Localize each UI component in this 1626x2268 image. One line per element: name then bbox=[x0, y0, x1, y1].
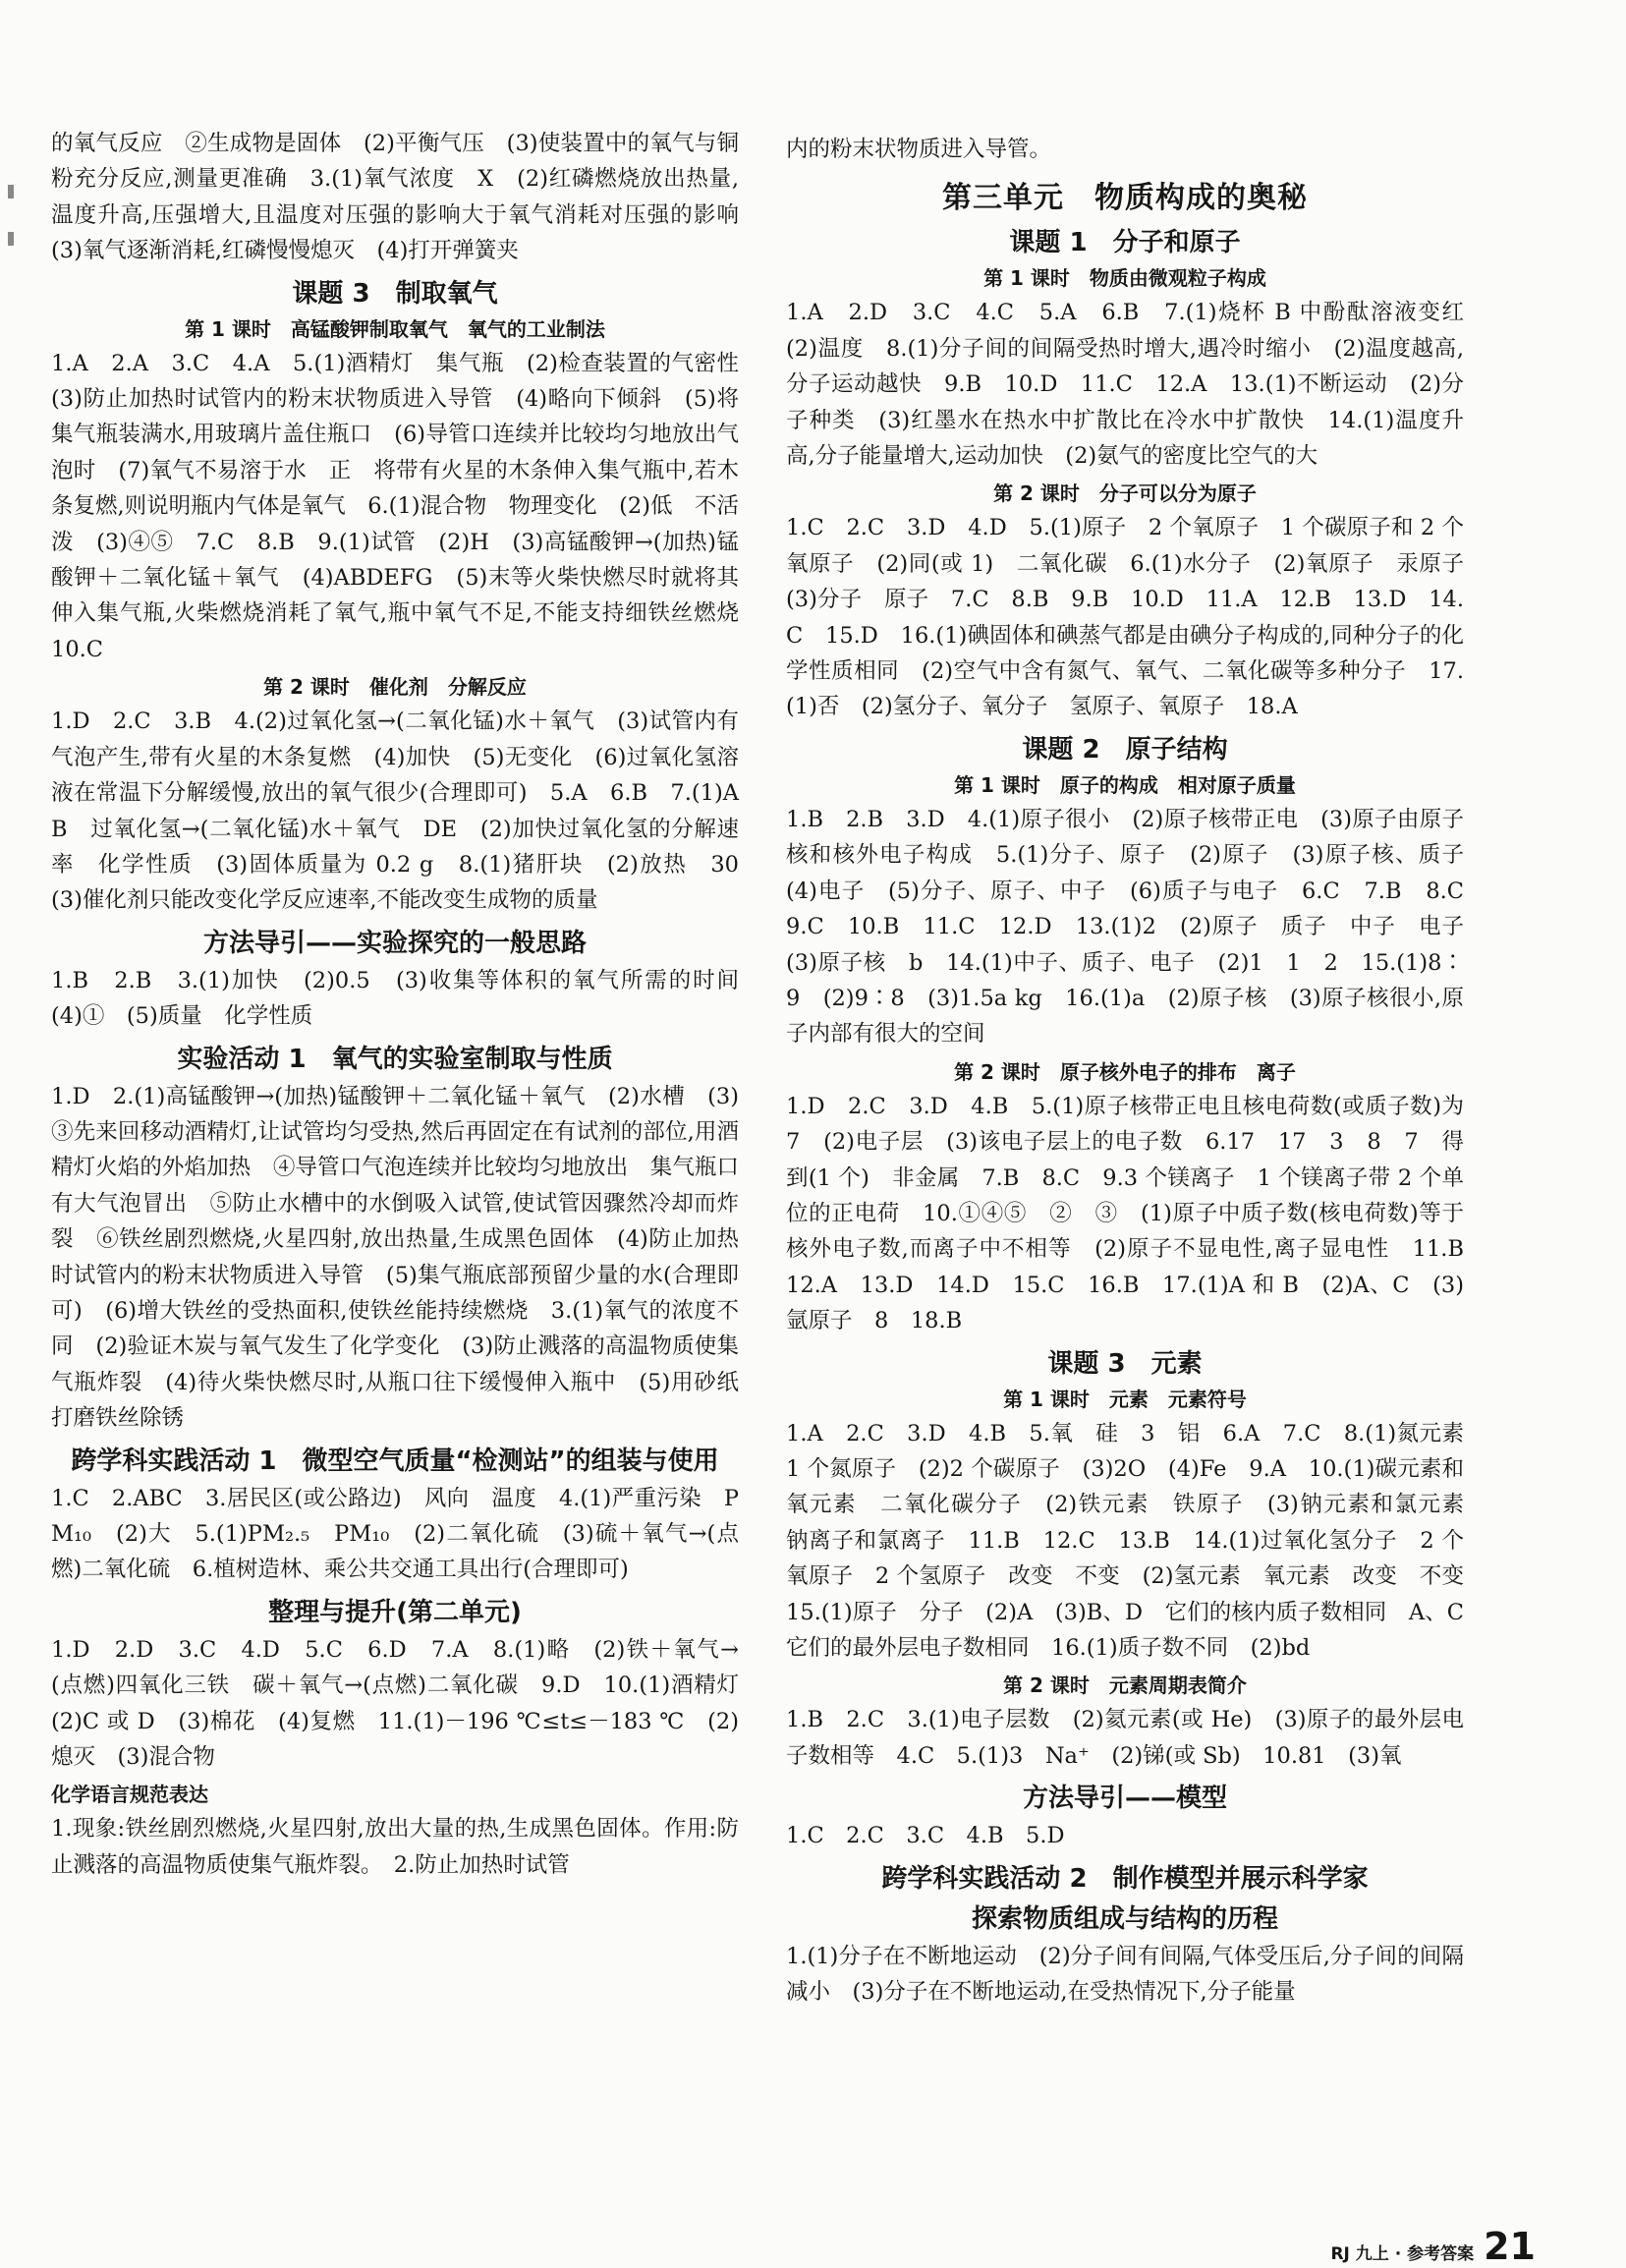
section-heading: 第 1 课时 原子的构成 相对原子质量 bbox=[954, 772, 1296, 797]
section-heading: 第 2 课时 原子核外电子的排布 离子 bbox=[954, 1059, 1296, 1084]
section-heading: 方法导引——模型 bbox=[1022, 1784, 1227, 1814]
answer-paragraph: 1.A 2.A 3.C 4.A 5.(1)酒精灯 集气瓶 (2)检查装置的气密性 (3)防止加热时试管内的粉末状物质进入导管 (4)略向下倾斜 (5)将集气瓶装满水,用玻璃片盖住瓶口 (6)导管口连续并比较均匀地放出气泡时 (7)氧气不易溶于水 正 将带有火星的木条伸入集气瓶中,若木条复燃,则说明瓶内气体是氧气 6.(1)混合物 物理变化 (2)低 不活泼 (3)④⑤ 7.C 8.B 9.(1)试管 (2)H (3)高锰酸钾→(加热)锰酸钾＋二氧化锰＋氧气 (4)ABDEFG (5)末等火柴快燃尽时就将其伸入集气瓶,火柴燃烧消耗了氧气,瓶中氧气不足,不能支持细铁丝燃烧 10.C bbox=[51, 350, 761, 662]
answer-paragraph: 1.D 2.C 3.B 4.(2)过氧化氢→(二氧化锰)水＋氧气 (3)试管内有气泡产生,带有火星的木条复燃 (4)加快 (5)无变化 (6)过氧化氢溶液在常温下分解缓慢,放出的氧气很少(合理即可) 5.A 6.B 7.(1)AB 过氧化氢→(二氧化锰)水＋氧气 DE (2)加快过氧化氢的分解速率 化学性质 (3)固体质量为 0.2 g 8.(1)猪肝块 (2)放热 30 (3)催化剂只能改变化学反应速率,不能改变生成物的质量 bbox=[51, 709, 761, 914]
answer-paragraph: 的氧气反应 ②生成物是固体 (2)平衡气压 (3)使装置中的氧气与铜粉充分反应,测量更准确 3.(1)氧气浓度 X (2)红磷燃烧放出热量,温度升高,压强增大,且温度对压强的影响大于氧气消耗对压强的影响 (3)氧气逐渐消耗,红磷慢慢熄灭 (4)打开弹簧夹 bbox=[51, 131, 761, 264]
answer-paragraph: 1.(1)分子在不断地运动 (2)分子间有间隔,气体受压后,分子间的间隔减小 (3)分子在不断地运动,在受热情况下,分子能量 bbox=[786, 1943, 1464, 2006]
section-heading: 课题 1 分子和原子 bbox=[1009, 228, 1241, 258]
section-heading: 第 2 课时 催化剂 分解反应 bbox=[263, 675, 527, 700]
answer-paragraph: 1.A 2.D 3.C 4.C 5.A 6.B 7.(1)烧杯 B 中酚酞溶液变红 (2)温度 8.(1)分子间的间隔受热时增大,遇冷时缩小 (2)温度越高,分子运动越快 9.B 10.D 11.C 12.A 13.(1)不断运动 (2)分子种类 (3)红墨水在热水中扩散比在冷水中扩散快 14.(1)温度升高,分子能量增大,运动加快 (2)氨气的密度比空气的大 bbox=[786, 300, 1486, 470]
section-heading: 第 2 课时 分子可以分为原子 bbox=[993, 482, 1257, 506]
section-heading: 课题 3 制取氧气 bbox=[292, 278, 498, 309]
section-heading: 方法导引——实验探究的一般思路 bbox=[202, 928, 587, 958]
answer-paragraph: 1.A 2.C 3.D 4.B 5.氧 硅 3 铝 6.A 7.C 8.(1)氮元素 1 个氮原子 (2)2 个碳原子 (3)2O (4)Fe 9.A 10.(1)碳元素和氧元素 二氧化碳分子 (2)铁元素 铁原子 (3)钠元素和氯元素 钠离子和氯离子 11.B 12.C 13.B 14.(1)过氧化氢分子 2 个氧原子 2 个氢原子 改变 不变 (2)氢元素 氧元素 改变 不变 15.(1)原子 分子 (2)A (3)B、D 它们的核内质子数相同 A、C 它们的最外层电子数相同 16.(1)质子数不同 (2)bd bbox=[786, 1420, 1486, 1661]
answer-paragraph: 1.现象:铁丝剧烈燃烧,火星四射,放出大量的热,生成黑色固体。作用:防止溅落的高温物质使集气瓶炸裂。 2.防止加热时试管 bbox=[51, 1816, 739, 1878]
section-heading: 课题 2 原子结构 bbox=[1022, 734, 1228, 765]
section-heading: 第 2 课时 元素周期表简介 bbox=[1003, 1673, 1247, 1698]
section-heading: 课题 3 元素 bbox=[1047, 1348, 1203, 1379]
answer-paragraph: 1.D 2.C 3.D 4.B 5.(1)原子核带正电且核电荷数(或质子数)为 7 (2)电子层 (3)该电子层上的电子数 6.17 17 3 8 7 得到(1 个) 非金属 7.B 8.C 9.3 个镁离子 1 个镁离子带 2 个单位的正电荷 10.①④⑤ ② ③ (1)原子中质子数(核电荷数)等于核外电子数,而离子中不相等 (2)原子不显电性,离子显电性 11.B 12.A 13.D 14.D 15.C 16.B 17.(1)A 和 B (2)A、C (3)氩原子 8 18.B bbox=[786, 1093, 1486, 1334]
answer-paragraph: 1.B 2.B 3.(1)加快 (2)0.5 (3)收集等体积的氧气所需的时间 (4)① (5)质量 化学性质 bbox=[51, 967, 761, 1030]
section-heading: 探索物质组成与结构的历程 bbox=[971, 1903, 1278, 1934]
edge-mark bbox=[8, 232, 14, 246]
left-column bbox=[51, 126, 761, 1883]
section-heading: 第 1 课时 元素 元素符号 bbox=[1003, 1387, 1247, 1411]
footer-label: RJ 九上 · 参考答案 bbox=[1330, 2244, 1475, 2264]
section-heading: 实验活动 1 氧气的实验室制取与性质 bbox=[177, 1044, 613, 1074]
answer-paragraph: 1.D 2.(1)高锰酸钾→(加热)锰酸钾＋二氧化锰＋氧气 (2)水槽 (3)③先来回移动酒精灯,让试管均匀受热,然后再固定在有试剂的部位,用酒精灯火焰的外焰加热 ④导管口气泡连续并比较均匀地放出 集气瓶口有大气泡冒出 ⑤防止水槽中的水倒吸入试管,使试管因骤然冷却而炸裂 ⑥铁丝剧烈燃烧,火星四射,放出热量,生成黑色固体 (4)防止加热时试管内的粉末状物质进入导管 (5)集气瓶底部预留少量的水(合理即可) (6)增大铁丝的受热面积,使铁丝能持续燃烧 3.(1)氧气的浓度不同 (2)验证木炭与氧气发生了化学变化 (3)防止溅落的高温物质使集气瓶炸裂 (4)待火柴快燃尽时,从瓶口往下缓慢伸入瓶中 (5)用砂纸打磨铁丝除锈 bbox=[51, 1083, 739, 1432]
section-heading: 跨学科实践活动 1 微型空气质量“检测站”的组装与使用 bbox=[71, 1446, 719, 1476]
edge-mark bbox=[8, 185, 14, 198]
page-number: 21 bbox=[1484, 2225, 1536, 2268]
section-heading: 跨学科实践活动 2 制作模型并展示科学家 bbox=[881, 1863, 1369, 1894]
answer-paragraph: 1.C 2.C 3.C 4.B 5.D bbox=[786, 1823, 1065, 1849]
answer-paragraph: 1.C 2.ABC 3.居民区(或公路边) 风向 温度 4.(1)严重污染 PM₁₀ (2)大 5.(1)PM₂.₅ PM₁₀ (2)二氧化硫 (3)硫＋氧气→(点燃)二氧化硫 6.植树造林、乘公共交通工具出行(合理即可) bbox=[51, 1485, 739, 1583]
answer-paragraph: 1.B 2.C 3.(1)电子层数 (2)氦元素(或 He) (3)原子的最外层电子数相等 4.C 5.(1)3 Na⁺ (2)锑(或 Sb) 10.81 (3)氧 bbox=[786, 1707, 1464, 1769]
section-heading: 第三单元 物质构成的奥秘 bbox=[942, 181, 1308, 216]
section-heading: 第 1 课时 高锰酸钾制取氧气 氧气的工业制法 bbox=[185, 316, 605, 341]
right-column bbox=[786, 132, 1486, 2010]
page-footer bbox=[1330, 2225, 1536, 2268]
answer-paragraph: 1.B 2.B 3.D 4.(1)原子很小 (2)原子核带正电 (3)原子由原子核和核外电子构成 5.(1)分子、原子 (2)原子 (3)原子核、质子 (4)电子 (5)分子、原子、中子 (6)质子与电子 6.C 7.B 8.C 9.C 10.B 11.C 12.D 13.(1)2 (2)原子 质子 中子 电子 (3)原子核 b 14.(1)中子、质子、电子 (2)1 1 2 15.(1)8∶9 (2)9∶8 (3)1.5a kg 16.(1)a (2)原子核 (3)原子核很小,原子内部有很大的空间 bbox=[786, 806, 1486, 1048]
section-heading: 整理与提升(第二单元) bbox=[268, 1597, 522, 1627]
section-heading: 化学语言规范表达 bbox=[51, 1783, 208, 1807]
answer-paragraph: 1.D 2.D 3.C 4.D 5.C 6.D 7.A 8.(1)略 (2)铁＋氧气→(点燃)四氧化三铁 碳＋氧气→(点燃)二氧化碳 9.D 10.(1)酒精灯 (2)C 或 D (3)棉花 (4)复燃 11.(1)－196 ℃≤t≤－183 ℃ (2)熄灭 (3)混合物 bbox=[51, 1636, 761, 1771]
answer-paragraph: 1.C 2.C 3.D 4.D 5.(1)原子 2 个氧原子 1 个碳原子和 2 个氧原子 (2)同(或 1) 二氧化碳 6.(1)水分子 (2)氧原子 汞原子 (3)分子 原子 7.C 8.B 9.B 10.D 11.A 12.B 13.D 14.C 15.D 16.(1)碘固体和碘蒸气都是由碘分子构成的,同种分子的化学性质相同 (2)空气中含有氮气、氧气、二氧化碳等多种分子 17.(1)否 (2)氢分子、氧分子 氢原子、氧原子 18.A bbox=[786, 515, 1486, 720]
answer-paragraph: 内的粉末状物质进入导管。 bbox=[786, 137, 1052, 162]
section-heading: 第 1 课时 物质由微观粒子构成 bbox=[983, 266, 1266, 291]
